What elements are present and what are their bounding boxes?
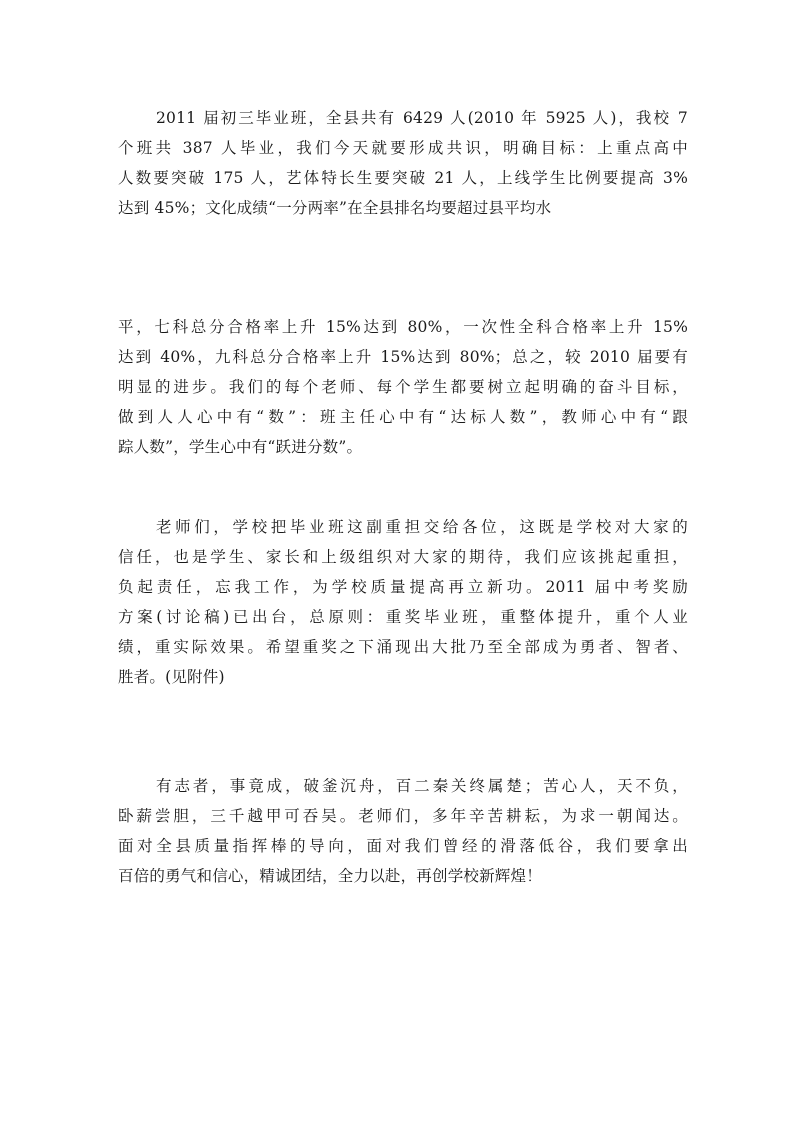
text-line: 老师们，学校把毕业班这副重担交给各位，这既是学校对大家的 bbox=[156, 518, 688, 536]
text-line: 绩，重实际效果。希望重奖之下涌现出大批乃至全部成为勇者、智者、 bbox=[118, 638, 688, 656]
text-line: 负起责任，忘我工作，为学校质量提高再立新功。2011 届中考奖励 bbox=[118, 578, 688, 596]
text-line: 达到 45%；文化成绩“一分两率”在全县排名均要超过县平均水 bbox=[118, 199, 552, 217]
text-line: 个班共 387 人毕业，我们今天就要形成共识，明确目标：上重点高中 bbox=[118, 139, 688, 157]
paragraph-pass-rates bbox=[118, 312, 688, 462]
text-line: 踪人数”，学生心中有“跃进分数”。 bbox=[118, 438, 363, 456]
text-line: 明显的进步。我们的每个老师、每个学生都要树立起明确的奋斗目标， bbox=[118, 378, 688, 396]
text-line: 人数要突破 175 人，艺体特长生要突破 21 人，上线学生比例要提高 3% bbox=[118, 169, 688, 187]
text-line: 2011 届初三毕业班，全县共有 6429 人(2010 年 5925 人)，我校 7 bbox=[156, 109, 688, 127]
text-line: 达到 40%，九科总分合格率上升 15%达到 80%；总之，较 2010 届要有 bbox=[118, 348, 688, 366]
text-line: 百倍的勇气和信心，精诚团结，全力以赴，再创学校新辉煌！ bbox=[118, 867, 542, 885]
text-line: 信任，也是学生、家长和上级组织对大家的期待，我们应该挑起重担， bbox=[118, 548, 688, 566]
text-line: 胜者。(见附件) bbox=[118, 668, 225, 686]
text-line: 平，七科总分合格率上升 15%达到 80%，一次性全科合格率上升 15% bbox=[118, 318, 688, 336]
text-line: 卧薪尝胆，三千越甲可吞吴。老师们，多年辛苦耕耘，为求一朝闻达。 bbox=[118, 807, 688, 825]
text-line: 面对全县质量指挥棒的导向，面对我们曾经的滑落低谷，我们要拿出 bbox=[118, 837, 688, 855]
text-line: 有志者，事竟成，破釜沉舟，百二秦关终属楚；苦心人，天不负， bbox=[156, 777, 688, 795]
paragraph-goals bbox=[118, 103, 688, 223]
text-line: 做到人人心中有“数”：班主任心中有“达标人数”，教师心中有“跟 bbox=[118, 408, 688, 426]
paragraph-teachers bbox=[118, 512, 688, 692]
paragraph-closing bbox=[118, 771, 688, 891]
text-line: 方案(讨论稿)已出台，总原则：重奖毕业班，重整体提升，重个人业 bbox=[118, 608, 688, 626]
